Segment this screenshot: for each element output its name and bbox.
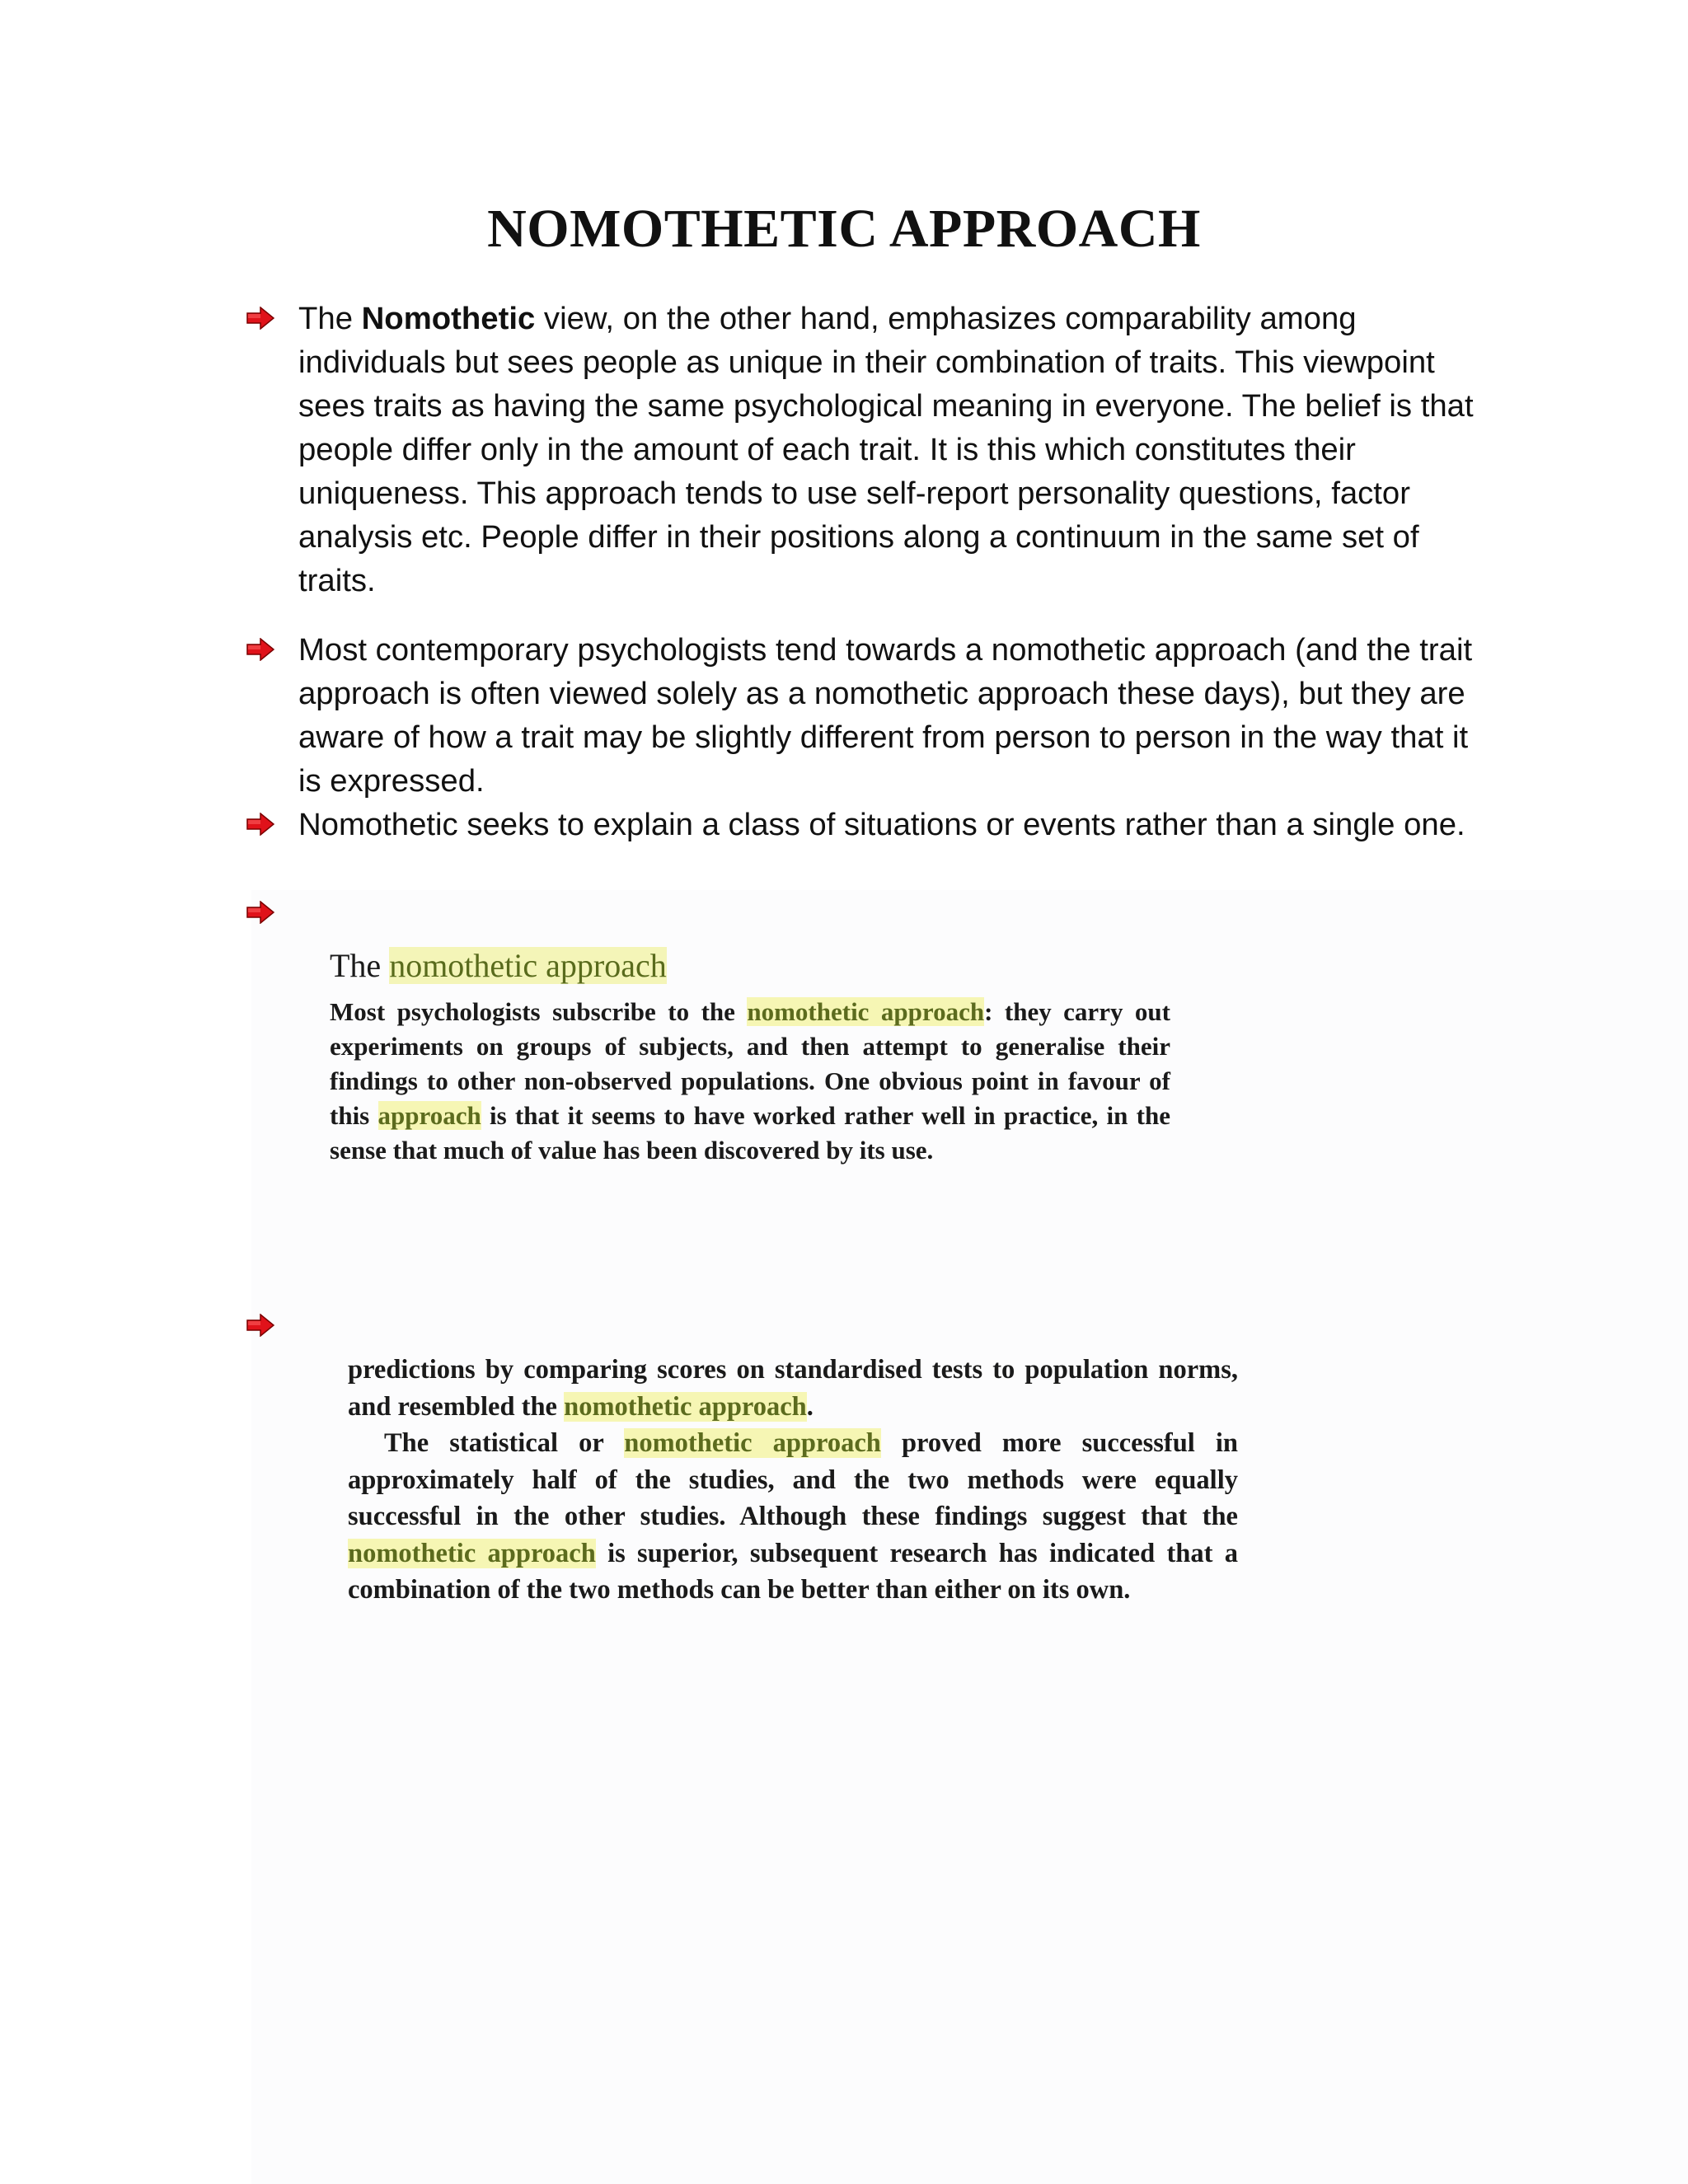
excerpt-1-heading-prefix: The <box>330 947 390 984</box>
excerpt-1-heading <box>330 945 667 987</box>
bullet-1-text: view, on the other hand, emphasizes comparability among individuals but sees people as unique in their combination of traits. This viewpoint sees traits as having the same psychological meaning in everyone. The belief is that people differ only in the amount of each trait. It is this which constitutes their uniqueness. This approach tends to use self-report personality questions, factor analysis etc. People differ in their positions along a continuum in the same set of traits. <box>298 301 1474 598</box>
excerpt-2-highlight-3: nomothetic approach <box>348 1538 596 1568</box>
excerpt-2-text-2: . <box>806 1391 814 1422</box>
bullet-paragraph-3: Nomothetic seeks to explain a class of situations or events rather than a single one. <box>298 807 1465 842</box>
bullet-paragraph-1 <box>298 297 1485 602</box>
page-title: NOMOTHETIC APPROACH <box>487 199 1201 259</box>
red-arrow-bullet-icon <box>246 813 274 836</box>
excerpt-1-heading-highlight: nomothetic approach <box>389 947 667 984</box>
excerpt-1-body <box>330 995 1170 1168</box>
bullet-1-bold-term: Nomothetic <box>361 301 536 336</box>
excerpt-1-highlight-1: nomothetic approach <box>747 997 985 1026</box>
excerpt-2-highlight-2: nomothetic approach <box>624 1428 881 1458</box>
excerpt-2-text-3: The statistical or <box>384 1428 625 1458</box>
bullet-paragraph-2: Most contemporary psychologists tend towards a nomothetic approach (and the trait approach is often viewed solely as a nomothetic approach these days), but they are aware of how a trait may be slightly different from person to person in the way that it is expressed. <box>298 632 1473 799</box>
excerpt-2-highlight-1: nomothetic approach <box>564 1391 807 1422</box>
excerpt-1-text-1: Most psychologists subscribe to the <box>330 997 748 1026</box>
red-arrow-bullet-icon <box>246 901 274 924</box>
excerpt-2-text-5: is superior, subsequent research has indicated that a combination of the two methods can be better than either on its own. <box>348 1538 1238 1605</box>
excerpt-1-text-2: : they carry out experiments on groups of subjects, and then attempt to generalise their findings to other non-observed populations. One obvious point in favour of this <box>330 997 1170 1130</box>
excerpt-1-text-3: is that it seems to have worked rather well in practice, in the sense that much of value has been discovered by its use. <box>330 1101 1170 1165</box>
bullet-1-prefix: The <box>298 301 362 336</box>
excerpt-2-text-4: proved more successful in approximately half of the studies, and the two methods were equally successful in the other studies. Although these findings suggest that the <box>348 1428 1238 1531</box>
excerpt-2-text-1: predictions by comparing scores on standardised tests to population norms, and resembled the <box>348 1355 1238 1422</box>
red-arrow-bullet-icon <box>246 1314 274 1337</box>
red-arrow-bullet-icon <box>246 307 274 330</box>
red-arrow-bullet-icon <box>246 638 274 661</box>
excerpt-1-highlight-2: approach <box>377 1101 481 1130</box>
excerpt-2-body <box>348 1352 1238 1609</box>
